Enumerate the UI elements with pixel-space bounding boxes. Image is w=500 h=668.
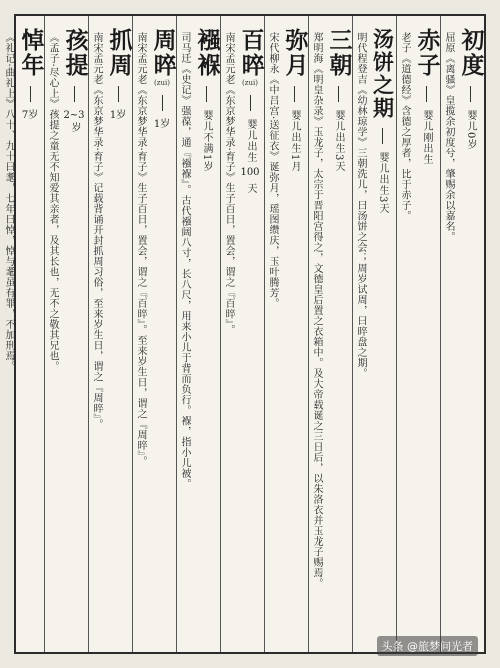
column-header	[280, 28, 308, 652]
age-value: 1岁	[109, 110, 127, 121]
divider-dash	[338, 86, 339, 102]
source-quote: 南宋孟元老《东京梦华录·育子》生子百日，置会，谓之『百晬』。	[223, 32, 234, 336]
divider-dash	[118, 86, 119, 102]
column-header	[412, 28, 440, 652]
age-term-column	[264, 16, 308, 652]
column-header	[16, 28, 44, 652]
watermark: 头条 @旅梦问光者	[377, 636, 479, 656]
age-term-column	[308, 16, 352, 652]
column-header	[148, 28, 176, 652]
age-description: 婴儿出生	[245, 119, 256, 163]
source-quote: 明代程登吉《幼林琼学》三朝洗儿，曰汤饼之会；周岁试周，曰晬盘之期。	[355, 32, 366, 379]
divider-dash	[382, 128, 383, 144]
term-title: 百晬	[237, 28, 264, 78]
columns-container	[3, 16, 484, 652]
source-quote: 老子《道德经》含德之厚者，比于赤子。	[399, 32, 410, 221]
age-term-column	[352, 16, 396, 652]
term-pinyin: (zui)	[242, 79, 258, 87]
age-description: 岁	[69, 122, 80, 133]
age-value: 100	[240, 167, 260, 178]
term-title: 悼年	[17, 28, 44, 78]
divider-dash	[426, 86, 427, 102]
divider-dash	[294, 86, 295, 102]
age-description: 婴儿不满1岁	[201, 110, 212, 173]
source-quote: 屈原《离骚》皇揽余初度兮，肇赐余以嘉名。	[443, 32, 454, 242]
source-quote: 南宋孟元老《东京梦华录·育子》生子百日，置会，谓之『百晬』。至来岁生日，谓之『周晬』。	[135, 32, 146, 467]
age-description: 婴儿出生3天	[333, 110, 344, 173]
age-description: 婴儿刚出生	[421, 110, 432, 165]
age-value: 7岁	[21, 110, 39, 121]
source-quote: 郑明海《明皇杂录》玉龙子，太宗于晋阳宫得之，文德皇后置之衣箱中。及大帝载诞之三日后，以朱洛衣并玉龙子赐焉。	[311, 32, 322, 589]
age-description: 婴儿0岁	[465, 110, 476, 151]
divider-dash	[206, 86, 207, 102]
source-quote: 南宋孟元老《东京梦华录·育子》记载背诵开封抓周习俗，至来岁生日，谓之『周晬』。	[91, 32, 102, 430]
term-title: 孩提	[61, 28, 88, 78]
age-term-column	[1, 16, 44, 652]
term-title: 襁褓	[193, 28, 220, 78]
age-term-column	[396, 16, 440, 652]
column-header	[324, 28, 352, 652]
term-title: 抓周	[105, 28, 132, 78]
age-term-column	[176, 16, 220, 652]
age-unit: 天	[245, 183, 256, 194]
document-frame	[3, 14, 486, 654]
divider-dash	[470, 86, 471, 102]
age-term-column	[44, 16, 88, 652]
term-title: 赤子	[413, 28, 440, 78]
term-title: 弥月	[281, 28, 308, 78]
column-header	[104, 28, 132, 652]
age-term-column	[440, 16, 484, 652]
column-header	[236, 28, 264, 652]
age-value: 2~3	[63, 110, 85, 121]
source-quote: 《礼记·曲礼上》八十、九十曰耄，七年曰悼，悼与耄虽有罪，不加刑焉。	[3, 32, 14, 372]
column-header	[368, 28, 396, 652]
column-header	[60, 28, 88, 652]
term-title: 三朝	[325, 28, 352, 78]
divider-dash	[250, 95, 251, 111]
age-description: 婴儿出生3天	[377, 152, 388, 215]
divider-dash	[30, 86, 31, 102]
column-header	[192, 28, 220, 652]
age-description: 婴儿出生1月	[289, 110, 300, 173]
age-value: 1岁	[153, 119, 171, 130]
divider-dash	[162, 95, 163, 111]
term-title: 周晬	[149, 28, 176, 78]
age-term-column	[88, 16, 132, 652]
source-quote: 司马迁《史记》强葆，通『襁褓』。古代襁阔八寸，长八尺，用来小儿于背而负行。褓，指小儿被。	[179, 32, 190, 489]
term-pinyin: (zui)	[154, 79, 170, 87]
divider-dash	[74, 86, 75, 102]
age-term-column	[220, 16, 264, 652]
column-header	[456, 28, 484, 652]
source-quote: 宋代柳永《中吕宫·送征衣》诞弥月，瑶图缵庆，玉叶腾芳。	[267, 32, 278, 309]
age-term-column	[132, 16, 176, 652]
source-quote: 《孟子·尽心上》孩提之童无不知爱其亲者，及其长也，无不之敬其兄也。	[47, 32, 58, 372]
term-title: 汤饼之期	[370, 28, 395, 120]
term-title: 初度	[457, 28, 484, 78]
